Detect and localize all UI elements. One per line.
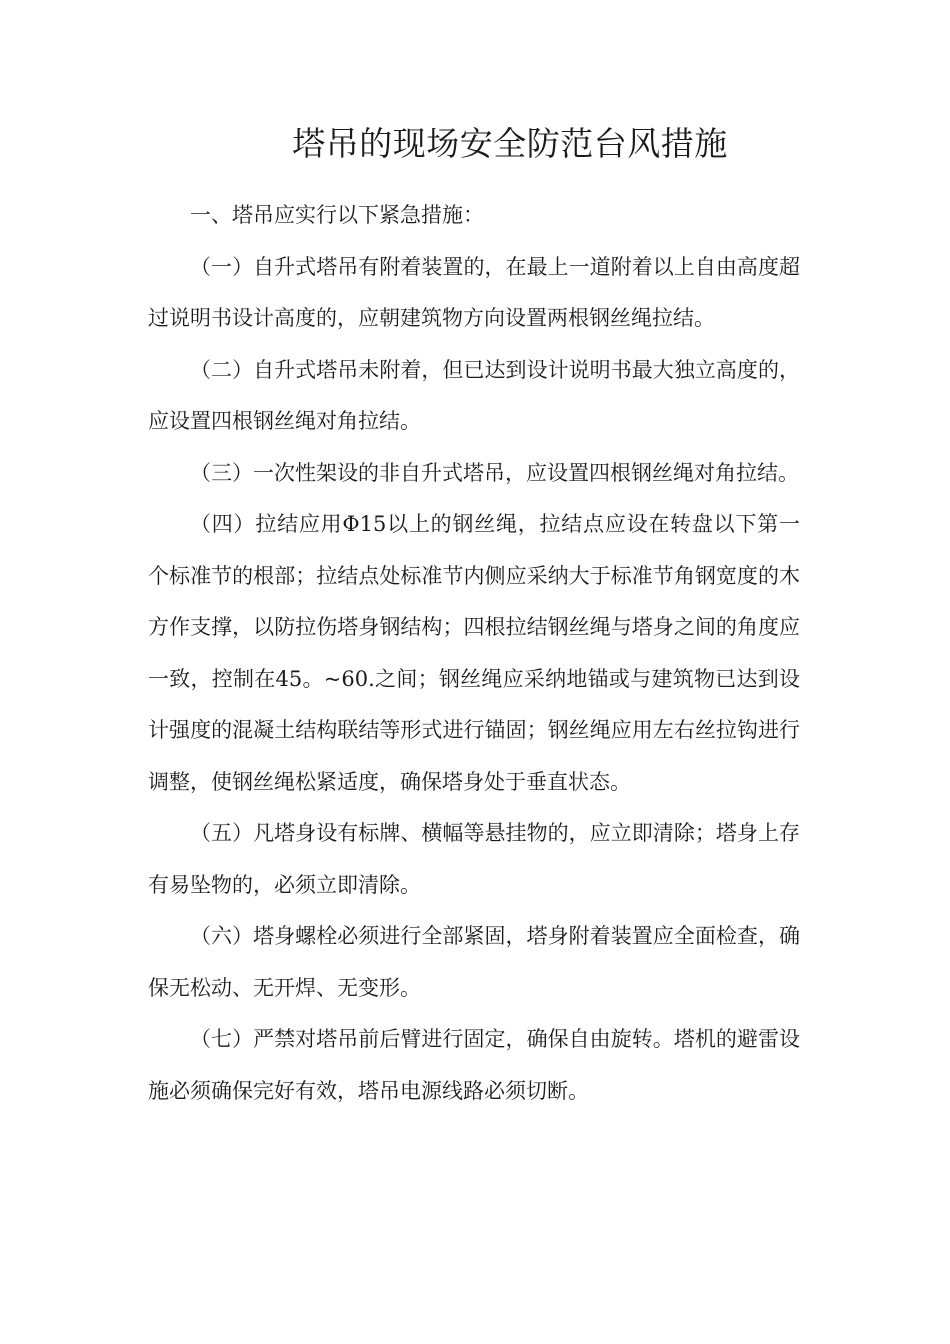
paragraph-item-2: （二）自升式塔吊未附着，但已达到设计说明书最大独立高度的，应设置四根钢丝绳对角拉结。 <box>148 357 800 433</box>
paragraph-item-6: （六）塔身螺栓必须进行全部紧固，塔身附着装置应全面检查，确保无松动、无开焊、无变形。 <box>148 924 800 1000</box>
document-title: 塔吊的现场安全防范台风措施 <box>292 124 728 163</box>
paragraph-item-3: （三）一次性架设的非自升式塔吊，应设置四根钢丝绳对角拉结。 <box>190 460 799 485</box>
paragraph-item-1: （一）自升式塔吊有附着装置的，在最上一道附着以上自由高度超过说明书设计高度的，应朝建筑物方向设置两根钢丝绳拉结。 <box>148 254 800 330</box>
paragraph-item-5: （五）凡塔身设有标牌、横幅等悬挂物的，应立即清除；塔身上存有易坠物的，必须立即清除。 <box>148 821 800 897</box>
document-body <box>148 190 800 1117</box>
paragraph-item-7: （七）严禁对塔吊前后臂进行固定，确保自由旋转。塔机的避雷设施必须确保完好有效，塔吊电源线路必须切断。 <box>148 1027 800 1103</box>
section-heading: 一、塔吊应实行以下紧急措施： <box>190 203 484 227</box>
paragraph-item-4: （四）拉结应用Φ15以上的钢丝绳，拉结点应设在转盘以下第一个标准节的根部；拉结点处标准节内侧应采纳大于标准节角钢宽度的木方作支撑，以防拉伤塔身钢结构；四根拉结钢丝绳与塔身之间的角度应一致，控制在45。~60.之间；钢丝绳应采纳地锚或与建筑物已达到设计强度的混凝土结构联结等形式进行锚固；钢丝绳应用左右丝拉钩进行调整，使钢丝绳松紧适度，确保塔身处于垂直状态。 <box>148 512 800 794</box>
